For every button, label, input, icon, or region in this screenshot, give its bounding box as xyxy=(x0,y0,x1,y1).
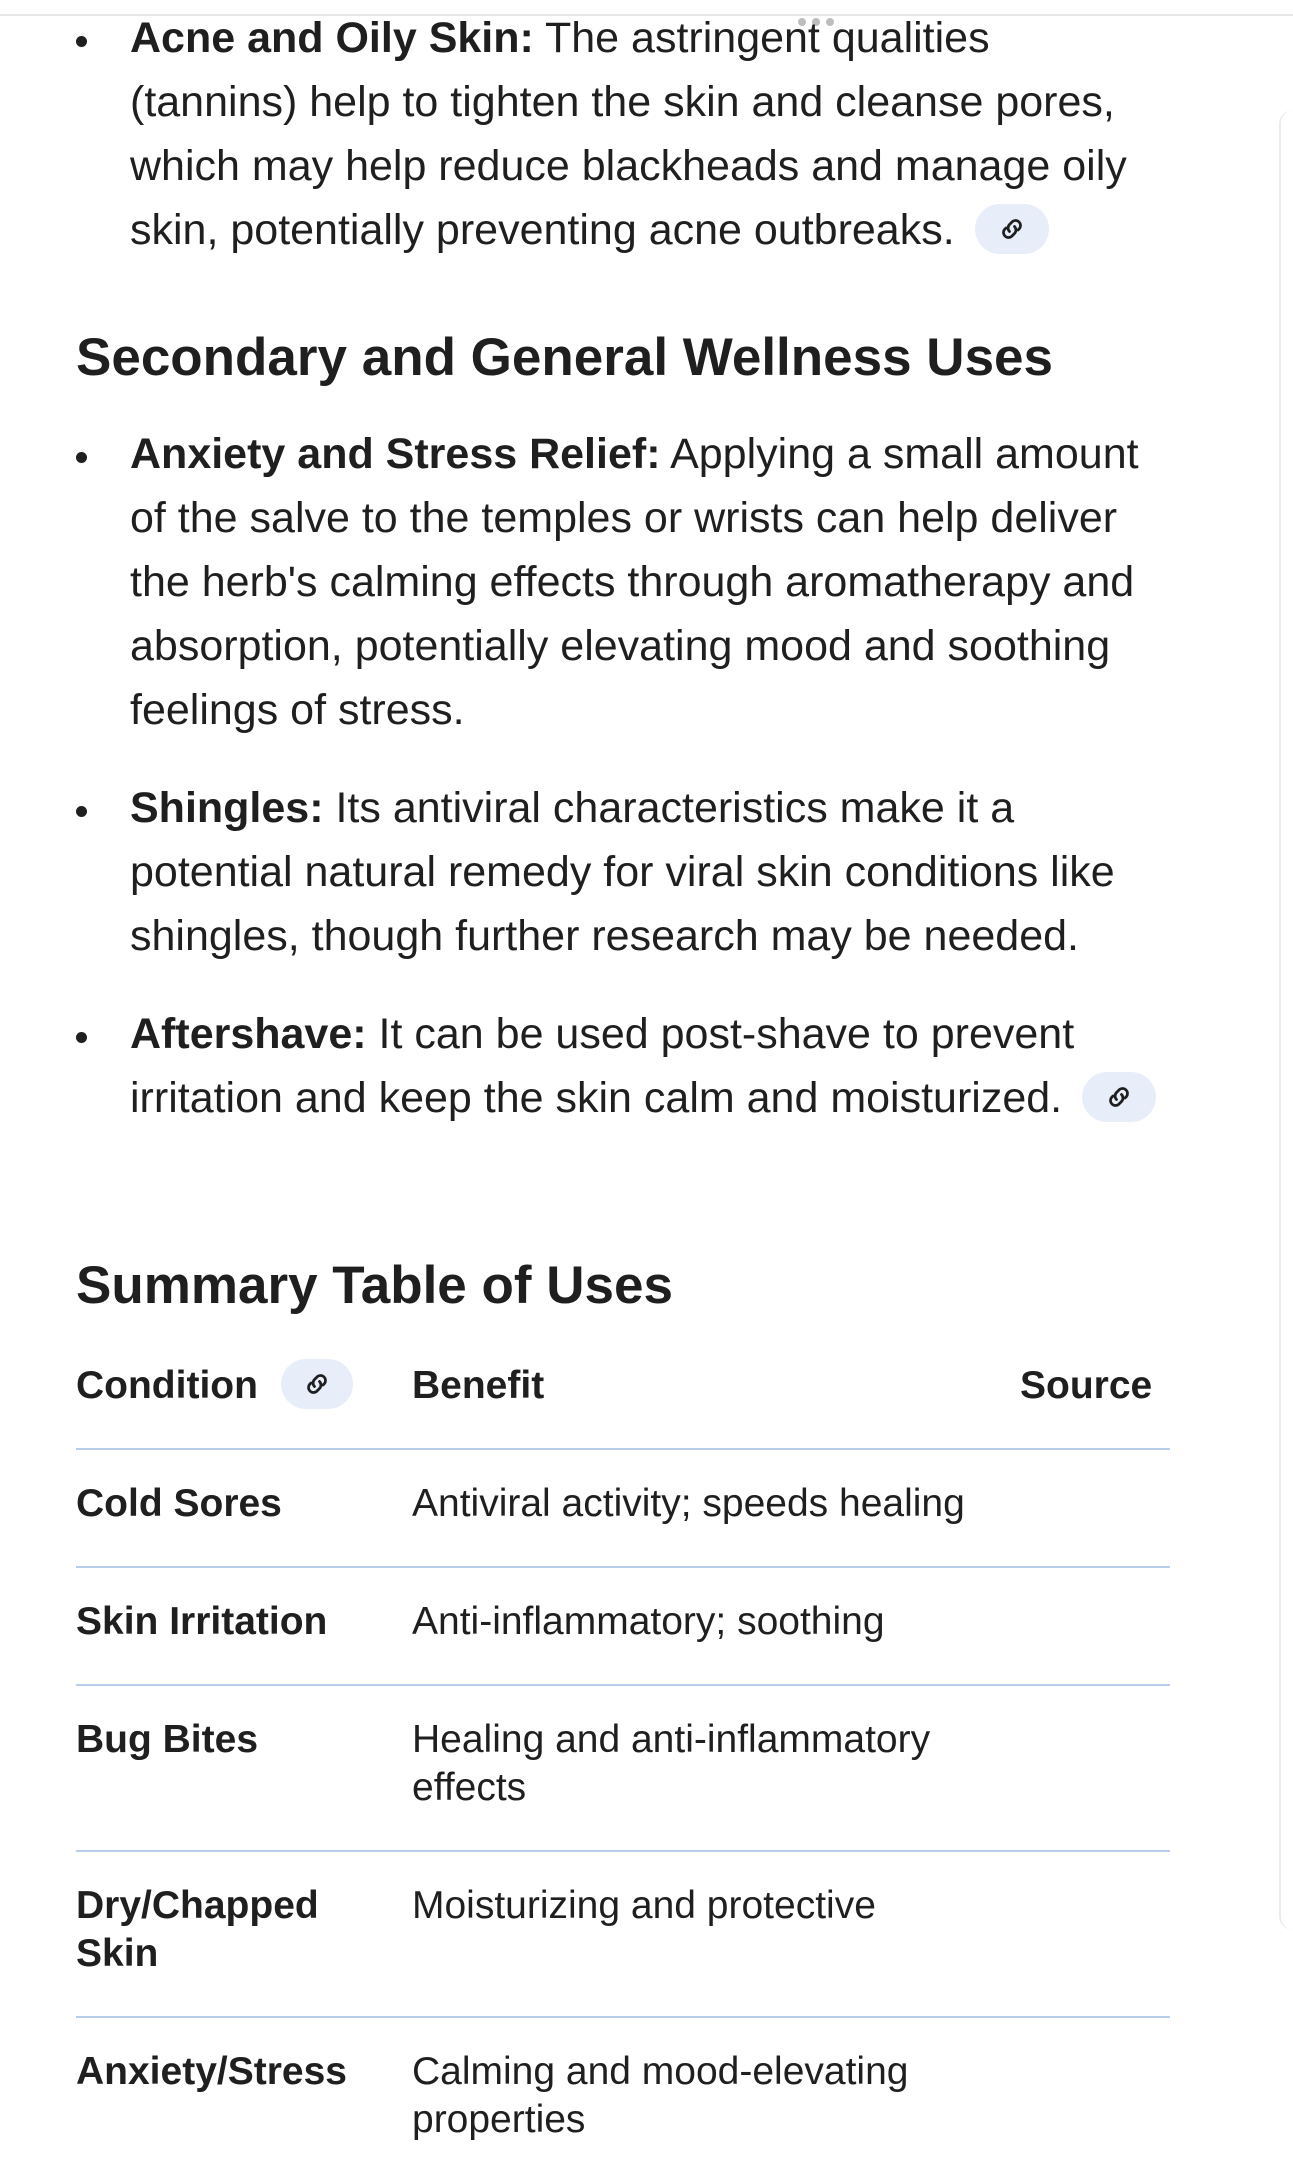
table-cell-condition: Anxiety/Stress xyxy=(76,2050,347,2093)
summary-table xyxy=(76,1348,1170,2168)
link-icon xyxy=(302,1369,332,1399)
list-item-aftershave xyxy=(76,1002,1166,1130)
table-header xyxy=(76,1348,1170,1450)
list-item-text: The astringent qualities (tannins) help to tighten the skin and cleanse pores, which may help reduce blackheads and manage oily skin, potentially preventing acne outbreaks. xyxy=(130,14,1127,254)
column-header-label: Condition xyxy=(76,1364,258,1407)
secondary-uses-list xyxy=(76,422,1166,1164)
list-item-term: Anxiety and Stress Relief: xyxy=(130,430,661,478)
table-cell-benefit: Anti-inflammatory; soothing xyxy=(412,1600,885,1643)
source-link-button[interactable] xyxy=(1082,1072,1156,1122)
table-cell-benefit: Healing and anti-inflammatory effects xyxy=(412,1718,931,1809)
table-row xyxy=(76,1568,1170,1686)
list-item-term: Shingles: xyxy=(130,784,324,832)
table-row xyxy=(76,1852,1170,2018)
column-header-condition xyxy=(76,1358,353,1414)
list-item-shingles xyxy=(76,776,1166,968)
scrollbar-track[interactable] xyxy=(1279,110,1293,1930)
table-row xyxy=(76,1686,1170,1852)
list-item-term: Acne and Oily Skin: xyxy=(130,14,534,62)
link-icon xyxy=(997,214,1027,244)
list-item-text: Applying a small amount of the salve to the temples or wrists can help deliver the herb's calming effects through aromatherapy and absorption, potentially elevating mood and soothing feelings of stress. xyxy=(130,430,1139,734)
table-cell-benefit: Antiviral activity; speeds healing xyxy=(412,1482,965,1525)
list-item-text: It can be used post-shave to prevent irritation and keep the skin calm and moisturized. xyxy=(130,1010,1075,1122)
table-cell-condition: Cold Sores xyxy=(76,1482,282,1525)
table-cell-condition: Bug Bites xyxy=(76,1718,259,1761)
table-row xyxy=(76,1450,1170,1568)
column-header-source: Source xyxy=(1020,1364,1153,1407)
list-item-anxiety xyxy=(76,422,1166,742)
section-heading-secondary: Secondary and General Wellness Uses xyxy=(76,328,1054,387)
table-cell-benefit: Moisturizing and protective xyxy=(412,1884,876,1927)
list-item-term: Aftershave: xyxy=(130,1010,367,1058)
link-icon xyxy=(1104,1082,1134,1112)
table-cell-benefit: Calming and mood-elevating properties xyxy=(412,2050,909,2141)
table-cell-condition: Dry/Chapped Skin xyxy=(76,1884,319,1975)
primary-uses-list xyxy=(76,6,1166,262)
table-row xyxy=(76,2018,1170,2168)
list-item-acne xyxy=(76,6,1166,262)
table-cell-condition: Skin Irritation xyxy=(76,1600,328,1643)
source-link-button[interactable] xyxy=(975,204,1049,254)
section-heading-summary: Summary Table of Uses xyxy=(76,1256,673,1315)
column-header-benefit: Benefit xyxy=(412,1364,545,1407)
source-link-button[interactable] xyxy=(281,1359,353,1409)
list-item-text: Its antiviral characteristics make it a potential natural remedy for viral skin conditions like shingles, though further research may be needed. xyxy=(130,784,1115,960)
